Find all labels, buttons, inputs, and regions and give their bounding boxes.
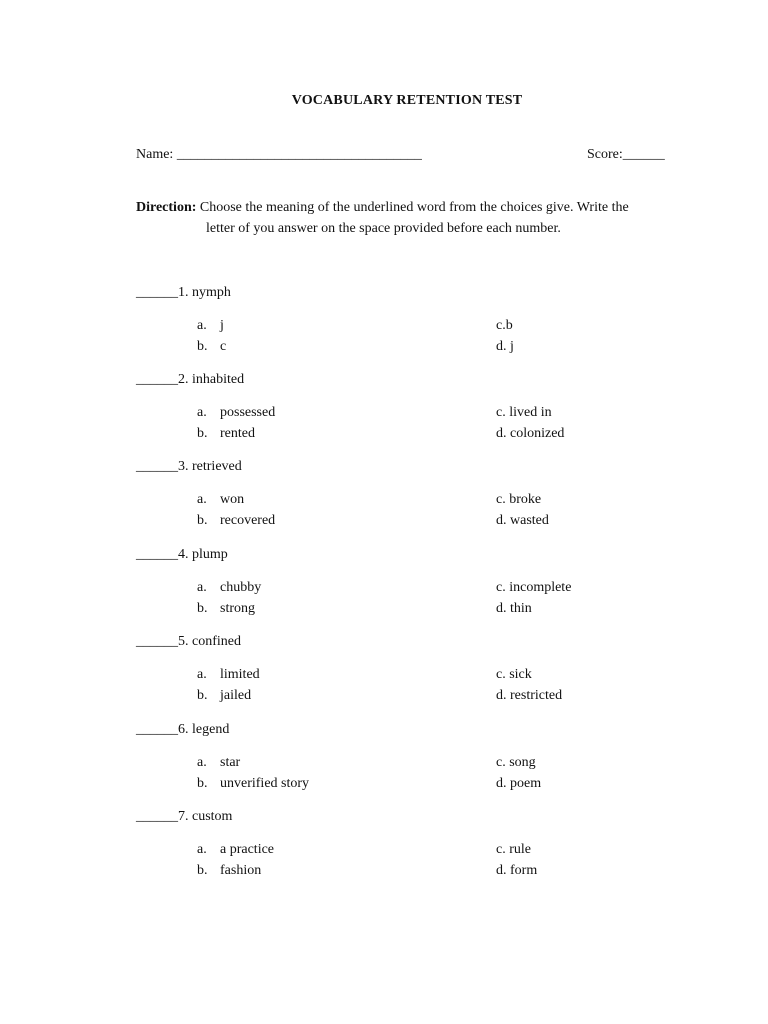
option-text: strong: [220, 601, 255, 616]
option-letter: b.: [197, 863, 208, 878]
question-prompt: ______6. legend: [136, 722, 230, 737]
option-text: fashion: [220, 863, 262, 878]
option-letter: a.: [197, 667, 207, 682]
question-item: [136, 285, 696, 365]
question-prompt: ______1. nymph: [136, 285, 231, 300]
option-letter: b.: [197, 601, 208, 616]
option-a: [197, 755, 240, 771]
option-b: [197, 601, 255, 617]
option-letter: a.: [197, 842, 207, 857]
option-letter: b.: [197, 339, 208, 354]
direction-line-1: [136, 197, 676, 218]
question-item: [136, 547, 696, 627]
option-c: c. song: [496, 755, 536, 770]
option-a: [197, 405, 275, 421]
direction-label: Direction:: [136, 200, 197, 215]
option-letter: a.: [197, 492, 207, 507]
option-text: jailed: [220, 688, 252, 703]
option-text: won: [220, 492, 245, 507]
option-text: limited: [220, 667, 260, 682]
option-b: [197, 513, 275, 529]
option-letter: b.: [197, 426, 208, 441]
direction-text-1: Choose the meaning of the underlined word from the choices give. Write the: [196, 200, 629, 215]
option-text: j: [220, 318, 224, 333]
score-field-line: Score:______: [587, 147, 665, 162]
option-a: [197, 492, 244, 508]
option-letter: a.: [197, 580, 207, 595]
question-item: [136, 809, 696, 889]
option-d: d. form: [496, 863, 538, 878]
option-a: [197, 667, 260, 683]
option-text: possessed: [220, 405, 276, 420]
option-d: d. poem: [496, 776, 542, 791]
option-text: chubby: [220, 580, 262, 595]
option-letter: b.: [197, 776, 208, 791]
direction-line-2: letter of you answer on the space provided before each number.: [206, 221, 561, 236]
option-text: recovered: [220, 513, 276, 528]
option-text: c: [220, 339, 227, 354]
option-b: [197, 776, 309, 792]
option-a: [197, 318, 224, 334]
option-c: c. rule: [496, 842, 531, 857]
option-c: c. broke: [496, 492, 542, 507]
option-b: [197, 688, 251, 704]
name-field-line: Name: ___________________________________: [136, 147, 422, 162]
option-c: c.b: [496, 318, 513, 333]
option-letter: a.: [197, 318, 207, 333]
option-c: c. lived in: [496, 405, 552, 420]
question-prompt: ______3. retrieved: [136, 459, 242, 474]
option-letter: b.: [197, 688, 208, 703]
option-b: [197, 339, 226, 355]
option-a: [197, 580, 261, 596]
question-item: [136, 459, 696, 539]
question-item: [136, 634, 696, 714]
page-title: VOCABULARY RETENTION TEST: [291, 93, 523, 108]
direction-block: [136, 197, 676, 239]
option-letter: a.: [197, 405, 207, 420]
question-item: [136, 372, 696, 452]
option-d: d. colonized: [496, 426, 565, 441]
option-letter: a.: [197, 755, 207, 770]
option-c: c. sick: [496, 667, 532, 682]
question-prompt: ______2. inhabited: [136, 372, 245, 387]
option-text: rented: [220, 426, 255, 441]
question-prompt: ______4. plump: [136, 547, 228, 562]
option-d: d. thin: [496, 601, 532, 616]
option-a: [197, 842, 274, 858]
option-letter: b.: [197, 513, 208, 528]
option-d: d. wasted: [496, 513, 549, 528]
option-text: a practice: [220, 842, 275, 857]
question-prompt: ______7. custom: [136, 809, 233, 824]
option-d: d. j: [496, 339, 514, 354]
option-b: [197, 426, 255, 442]
option-text: unverified story: [220, 776, 310, 791]
option-c: c. incomplete: [496, 580, 572, 595]
option-text: star: [220, 755, 241, 770]
option-d: d. restricted: [496, 688, 563, 703]
question-item: [136, 722, 696, 802]
question-prompt: ______5. confined: [136, 634, 241, 649]
option-b: [197, 863, 261, 879]
